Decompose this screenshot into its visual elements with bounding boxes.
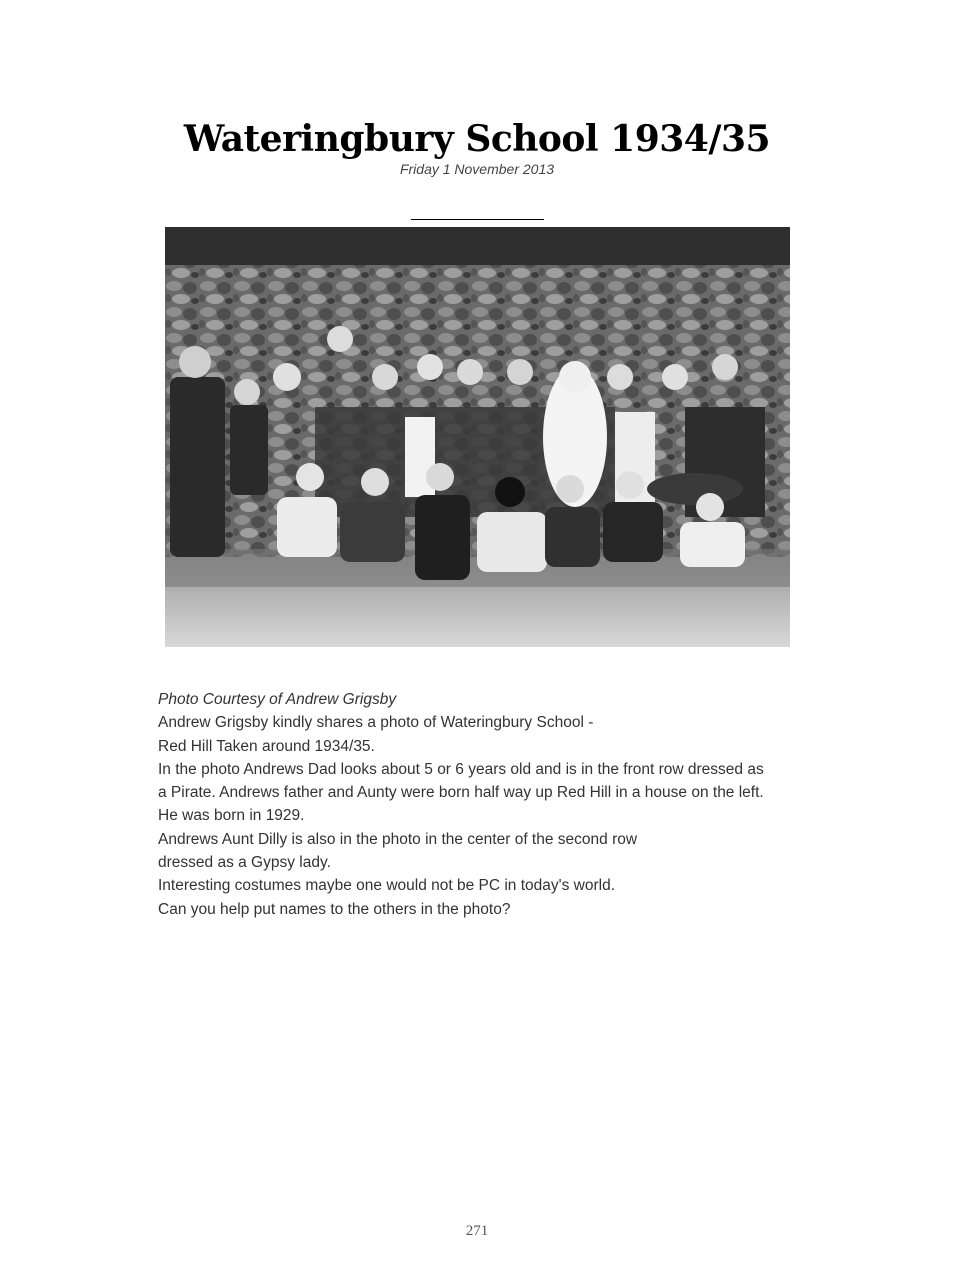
post-date: Friday 1 November 2013 [399,161,555,177]
body-line: In the photo Andrews Dad looks about 5 or 6 years old and is in the front row dressed as [158,760,764,778]
article-body [158,688,818,921]
body-line: Interesting costumes maybe one would not be PC in today's world. [158,877,616,895]
page-number: 271 [465,1223,489,1239]
body-line: dressed as a Gypsy lady. [158,854,331,872]
group-photo-icon [165,227,790,647]
page-title: Wateringbury School 1934/35 [183,118,771,160]
body-line: Can you help put names to the others in the photo? [158,900,511,918]
title-divider [411,219,544,220]
body-line: Andrews Aunt Dilly is also in the photo in the center of the second row [158,830,638,848]
body-line: Andrew Grigsby kindly shares a photo of Wateringbury School - [158,714,594,732]
body-line: a Pirate. Andrews father and Aunty were born half way up Red Hill in a house on the left. [158,784,764,802]
photo-credit: Photo Courtesy of Andrew Grigsby [158,691,397,708]
school-group-photo [165,227,790,647]
body-line: He was born in 1929. [158,807,305,825]
body-line: Red Hill Taken around 1934/35. [158,737,375,755]
